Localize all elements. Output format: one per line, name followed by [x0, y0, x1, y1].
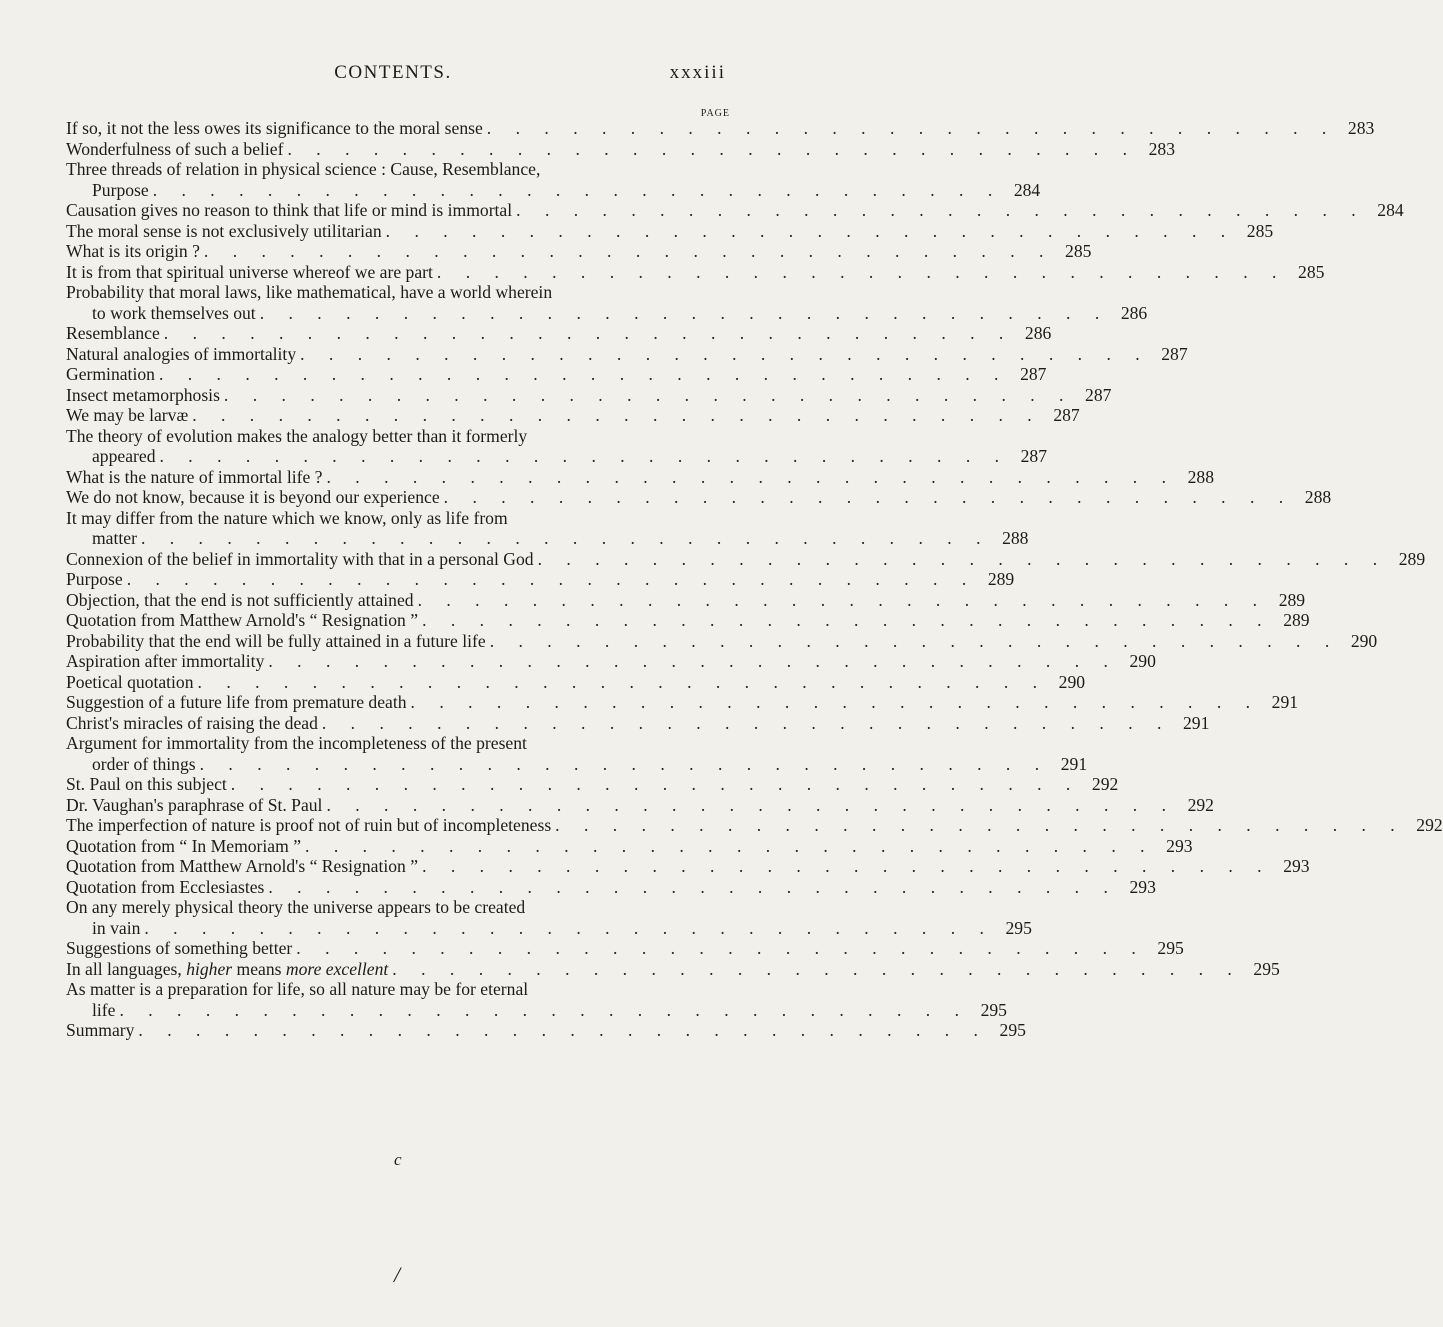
toc-entry-line — [66, 241, 1092, 262]
dot-leader: . . . . . . . . . . . . . . . . . . . . . . . . . . . . . . — [392, 958, 1242, 979]
entry-page-number: 286 — [1024, 323, 1052, 343]
entry-page-number: 292 — [1416, 815, 1443, 835]
table-of-contents — [66, 118, 1443, 1041]
entry-page-number: 289 — [1283, 610, 1310, 630]
toc-entry-line — [66, 446, 1048, 467]
dot-leader: . . . . . . . . . . . . . . . . . . . . . . . . . . . . . . — [422, 856, 1272, 876]
toc-entry-line — [66, 569, 1015, 590]
entry-text: Wonderfulness of such a belief — [66, 138, 284, 159]
entry-page-number: 285 — [1246, 220, 1274, 241]
entry-text: Objection, that the end is not sufficiently attained — [66, 589, 414, 610]
entry-text: Connexion of the belief in immortality with that in a personal God — [66, 548, 534, 569]
toc-entry-line — [66, 528, 1029, 549]
entry-text: On any merely physical theory the universe appears to be created — [66, 897, 526, 917]
toc-entry — [66, 1020, 1026, 1041]
toc-entry — [66, 261, 1325, 283]
entry-text: Quotation from Matthew Arnold's “ Resignation ” — [66, 856, 419, 876]
dot-leader: . . . . . . . . . . . . . . . . . . . . . . . . . . . . . . — [140, 528, 991, 548]
dot-leader: . . . . . . . . . . . . . . . . . . . . . . . . . . . . . . — [436, 261, 1287, 282]
entry-text: Quotation from Matthew Arnold's “ Resignation ” — [66, 610, 419, 630]
toc-entry-line — [66, 753, 1088, 775]
toc-entry-line — [66, 220, 1274, 242]
toc-entry — [66, 466, 1214, 488]
entry-page-number: 289 — [1398, 548, 1426, 569]
entry-text: Germination — [66, 364, 155, 384]
entry-page-number: 284 — [1377, 200, 1404, 220]
toc-entry — [66, 569, 1015, 590]
toc-entry-line — [66, 999, 1007, 1021]
toc-entry — [66, 733, 1088, 774]
entry-text: If so, it not the less owes its significance to the moral sense — [66, 118, 483, 138]
toc-entry — [66, 876, 1156, 898]
toc-entry-line — [66, 261, 1325, 283]
entry-text: Three threads of relation in physical science : Cause, Resemblance, — [66, 159, 541, 179]
toc-entry-line — [66, 610, 1310, 631]
toc-entry — [66, 384, 1112, 406]
entry-text: Insect metamorphosis — [66, 384, 220, 405]
entry-text: It may differ from the nature which we know, only as life from — [66, 507, 508, 528]
entry-page-number: 290 — [1129, 651, 1156, 671]
toc-entry-line — [66, 487, 1332, 508]
dot-leader: . . . . . . . . . . . . . . . . . . . . . . . . . . . . . . — [443, 487, 1294, 507]
dot-leader: . . . . . . . . . . . . . . . . . . . . . . . . . . . . . . — [230, 774, 1081, 794]
entry-text: What is the nature of immortal life ? — [66, 466, 323, 487]
entry-page-number: 291 — [1060, 753, 1088, 774]
entry-page-number: 287 — [1020, 446, 1048, 466]
toc-entry — [66, 343, 1188, 365]
entry-page-number: 292 — [1187, 794, 1214, 815]
toc-entry-line — [66, 282, 730, 303]
toc-entry-line — [66, 897, 730, 918]
dot-leader: . . . . . . . . . . . . . . . . . . . . . . . . . . . . . . — [537, 548, 1388, 569]
entry-text: Argument for immortality from the incompleteness of the present — [66, 733, 527, 753]
toc-entry — [66, 118, 1375, 139]
entry-text: Aspiration after immortality — [66, 651, 265, 671]
entry-text: It is from that spiritual universe whereof we are part — [66, 261, 433, 282]
dot-leader: . . . . . . . . . . . . . . . . . . . . . . . . . . . . . . — [159, 446, 1010, 466]
toc-entry-line — [66, 958, 1280, 980]
signature-mark: c — [394, 1150, 402, 1169]
toc-entry-line — [66, 118, 1375, 139]
toc-entry — [66, 364, 1047, 385]
dot-leader: . . . . . . . . . . . . . . . . . . . . . . . . . . . . . . — [192, 405, 1042, 425]
entry-page-number: 295 — [999, 1020, 1026, 1040]
entry-page-number: 287 — [1161, 343, 1188, 364]
toc-entry — [66, 692, 1299, 713]
toc-entry — [66, 425, 1048, 467]
dot-leader: . . . . . . . . . . . . . . . . . . . . . . . . . . . . . . — [321, 712, 1172, 733]
toc-entry — [66, 507, 1029, 549]
entry-page-number: 289 — [987, 569, 1015, 589]
toc-entry — [66, 610, 1310, 631]
toc-entry-line — [66, 159, 730, 180]
dot-leader: . . . . . . . . . . . . . . . . . . . . . . . . . . . . . . — [203, 241, 1054, 261]
toc-entry-line — [66, 692, 1299, 713]
entry-text: St. Paul on this subject — [66, 774, 227, 794]
toc-entry — [66, 938, 1184, 959]
dot-leader: . . . . . . . . . . . . . . . . . . . . . . . . . . . . . . — [489, 630, 1340, 651]
toc-entry-line — [66, 426, 730, 447]
entry-page-number: 293 — [1166, 835, 1193, 856]
entry-text: Christ's miracles of raising the dead — [66, 712, 318, 733]
toc-entry — [66, 159, 1041, 200]
page-number: xxxiii — [669, 62, 726, 83]
entry-page-number: 289 — [1278, 589, 1306, 610]
entry-page-number: 295 — [980, 999, 1007, 1020]
dot-leader: . . . . . . . . . . . . . . . . . . . . . . . . . . . . . . — [223, 384, 1074, 405]
toc-entry — [66, 671, 1086, 693]
entry-page-number: 287 — [1085, 384, 1112, 405]
entry-page-number: 288 — [1304, 487, 1332, 507]
entry-page-number: 293 — [1283, 856, 1310, 876]
entry-text: Purpose — [66, 569, 123, 589]
toc-entry — [66, 712, 1210, 734]
entry-page-number: 295 — [1157, 938, 1184, 958]
entry-page-number: 287 — [1053, 405, 1080, 425]
dot-leader: . . . . . . . . . . . . . . . . . . . . . . . . . . . . . . — [287, 138, 1137, 159]
dot-leader: . . . . . . . . . . . . . . . . . . . . . . . . . . . . . . — [305, 835, 1155, 856]
toc-entry — [66, 200, 1404, 221]
entry-page-number: 293 — [1129, 876, 1156, 897]
toc-entry — [66, 589, 1306, 611]
entry-text: appeared — [92, 446, 156, 466]
entry-text: We may be larvæ — [66, 405, 189, 425]
toc-entry-line — [66, 712, 1210, 734]
entry-text: Resemblance — [66, 323, 160, 343]
toc-entry-line — [66, 466, 1214, 488]
entry-text: Dr. Vaughan's paraphrase of St. Paul — [66, 794, 323, 815]
entry-text: Purpose — [92, 179, 149, 200]
toc-entry — [66, 856, 1310, 877]
dot-leader: . . . . . . . . . . . . . . . . . . . . . . . . . . . . . . — [158, 364, 1009, 384]
toc-entry-line — [66, 856, 1310, 877]
dot-leader: . . . . . . . . . . . . . . . . . . . . . . . . . . . . . . — [516, 200, 1366, 220]
entry-text: Summary — [66, 1020, 135, 1040]
toc-entry-line — [66, 364, 1047, 385]
entry-text: Causation gives no reason to think that life or mind is immortal — [66, 200, 513, 220]
dot-leader: . . . . . . . . . . . . . . . . . . . . . . . . . . . . . . — [422, 610, 1272, 630]
dot-leader: . . . . . . . . . . . . . . . . . . . . . . . . . . . . . . — [268, 651, 1118, 671]
dot-leader: . . . . . . . . . . . . . . . . . . . . . . . . . . . . . . — [144, 917, 994, 938]
entry-page-number: 295 — [1005, 917, 1032, 938]
page-column-label: PAGE — [700, 108, 730, 119]
dot-leader: . . . . . . . . . . . . . . . . . . . . . . . . . . . . . . — [296, 938, 1146, 958]
toc-entry — [66, 220, 1274, 242]
dot-leader: . . . . . . . . . . . . . . . . . . . . . . . . . . . . . . — [268, 876, 1118, 897]
toc-entry-line — [66, 323, 1052, 344]
toc-entry-line — [66, 733, 730, 754]
pencil-mark: / — [394, 1262, 401, 1287]
entry-page-number: 290 — [1058, 671, 1086, 692]
entry-text: What is its origin ? — [66, 241, 200, 261]
entry-text: In all languages, higher means more excellent — [66, 958, 389, 979]
dot-leader: . . . . . . . . . . . . . . . . . . . . . . . . . . . . . . — [199, 753, 1050, 774]
entry-page-number: 283 — [1347, 118, 1375, 138]
entry-text: Probability that moral laws, like mathematical, have a world wherein — [66, 282, 553, 302]
dot-leader: . . . . . . . . . . . . . . . . . . . . . . . . . . . . . . — [486, 118, 1337, 138]
entry-text: Suggestions of something better — [66, 938, 293, 958]
page-title: CONTENTS. — [334, 62, 452, 83]
entry-page-number: 284 — [1013, 179, 1041, 200]
dot-leader: . . . . . . . . . . . . . . . . . . . . . . . . . . . . . . — [119, 999, 969, 1020]
dot-leader: . . . . . . . . . . . . . . . . . . . . . . . . . . . . . . — [126, 569, 977, 589]
entry-text: Quotation from “ In Memoriam ” — [66, 835, 302, 856]
entry-text: to work themselves out — [92, 302, 256, 323]
toc-entry-line — [66, 938, 1184, 959]
toc-entry — [66, 774, 1119, 795]
toc-entry — [66, 241, 1092, 262]
toc-entry — [66, 630, 1378, 652]
toc-entry — [66, 405, 1080, 426]
entry-page-number: 291 — [1183, 712, 1210, 733]
toc-entry-line — [66, 200, 1404, 221]
entry-text: Quotation from Ecclesiastes — [66, 876, 265, 897]
toc-entry — [66, 815, 1443, 836]
toc-entry — [66, 958, 1280, 980]
toc-entry — [66, 548, 1426, 570]
entry-text: As matter is a preparation for life, so all nature may be for eternal — [66, 979, 529, 999]
toc-entry — [66, 835, 1193, 857]
dot-leader: . . . . . . . . . . . . . . . . . . . . . . . . . . . . . . — [163, 323, 1014, 343]
dot-leader: . . . . . . . . . . . . . . . . . . . . . . . . . . . . . . — [326, 794, 1176, 815]
entry-page-number: 283 — [1148, 138, 1175, 159]
dot-leader: . . . . . . . . . . . . . . . . . . . . . . . . . . . . . . — [138, 1020, 988, 1040]
toc-entry-line — [66, 384, 1112, 406]
entry-page-number: 285 — [1298, 261, 1325, 282]
dot-leader: . . . . . . . . . . . . . . . . . . . . . . . . . . . . . . — [259, 302, 1110, 323]
entry-text: The imperfection of nature is proof not of ruin but of incompleteness — [66, 815, 552, 835]
toc-entry-line — [66, 876, 1156, 898]
toc-entry-line — [66, 508, 730, 529]
toc-entry-line — [66, 343, 1188, 365]
toc-entry — [66, 323, 1052, 344]
entry-page-number: 285 — [1065, 241, 1092, 261]
entry-page-number: 287 — [1020, 364, 1047, 384]
entry-text: Natural analogies of immortality — [66, 343, 297, 364]
toc-entry-line — [66, 835, 1193, 857]
entry-page-number: 288 — [1002, 528, 1029, 548]
toc-entry-line — [66, 302, 1148, 324]
toc-entry-line — [66, 548, 1426, 570]
toc-entry-line — [66, 405, 1080, 426]
toc-entry — [66, 487, 1332, 508]
toc-entry — [66, 979, 1007, 1020]
toc-entry-line — [66, 917, 1032, 939]
toc-entry-line — [66, 179, 1041, 201]
entry-text: Probability that the end will be fully attained in a future life — [66, 630, 486, 651]
toc-entry — [66, 651, 1156, 672]
entry-page-number: 291 — [1271, 692, 1299, 712]
toc-entry-line — [66, 589, 1306, 611]
dot-leader: . . . . . . . . . . . . . . . . . . . . . . . . . . . . . . — [197, 671, 1048, 692]
toc-entry-line — [66, 630, 1378, 652]
toc-entry-line — [66, 1020, 1026, 1041]
entry-text: Suggestion of a future life from premature death — [66, 692, 407, 712]
entry-page-number: 295 — [1253, 958, 1280, 979]
entry-text: Poetical quotation — [66, 671, 194, 692]
dot-leader: . . . . . . . . . . . . . . . . . . . . . . . . . . . . . . — [385, 220, 1236, 241]
dot-leader: . . . . . . . . . . . . . . . . . . . . . . . . . . . . . . — [417, 589, 1268, 610]
dot-leader: . . . . . . . . . . . . . . . . . . . . . . . . . . . . . . — [555, 815, 1405, 835]
entry-text: We do not know, because it is beyond our experience — [66, 487, 440, 507]
toc-entry-line — [66, 138, 1175, 160]
running-header — [60, 62, 726, 88]
toc-entry-line — [66, 794, 1214, 816]
toc-entry-line — [66, 671, 1086, 693]
toc-entry — [66, 138, 1175, 160]
entry-text: life — [92, 999, 116, 1020]
entry-text: matter — [92, 528, 137, 548]
toc-entry — [66, 794, 1214, 816]
entry-text: order of things — [92, 753, 196, 774]
toc-entry-line — [66, 979, 730, 1000]
entry-page-number: 286 — [1120, 302, 1148, 323]
toc-entry — [66, 282, 1148, 323]
dot-leader: . . . . . . . . . . . . . . . . . . . . . . . . . . . . . . — [300, 343, 1150, 364]
entry-page-number: 292 — [1091, 774, 1119, 794]
entry-page-number: 288 — [1187, 466, 1214, 487]
dot-leader: . . . . . . . . . . . . . . . . . . . . . . . . . . . . . . — [410, 692, 1261, 712]
entry-text: The theory of evolution makes the analogy better than it formerly — [66, 425, 528, 446]
entry-text: in vain — [92, 917, 141, 938]
entry-text: The moral sense is not exclusively utilitarian — [66, 220, 382, 241]
dot-leader: . . . . . . . . . . . . . . . . . . . . . . . . . . . . . . — [326, 466, 1176, 487]
entry-page-number: 290 — [1350, 630, 1378, 651]
toc-entry-line — [66, 651, 1156, 672]
toc-entry-line — [66, 774, 1119, 795]
toc-entry — [66, 897, 1032, 938]
toc-entry-line — [66, 815, 1443, 836]
dot-leader: . . . . . . . . . . . . . . . . . . . . . . . . . . . . . . — [152, 179, 1003, 200]
